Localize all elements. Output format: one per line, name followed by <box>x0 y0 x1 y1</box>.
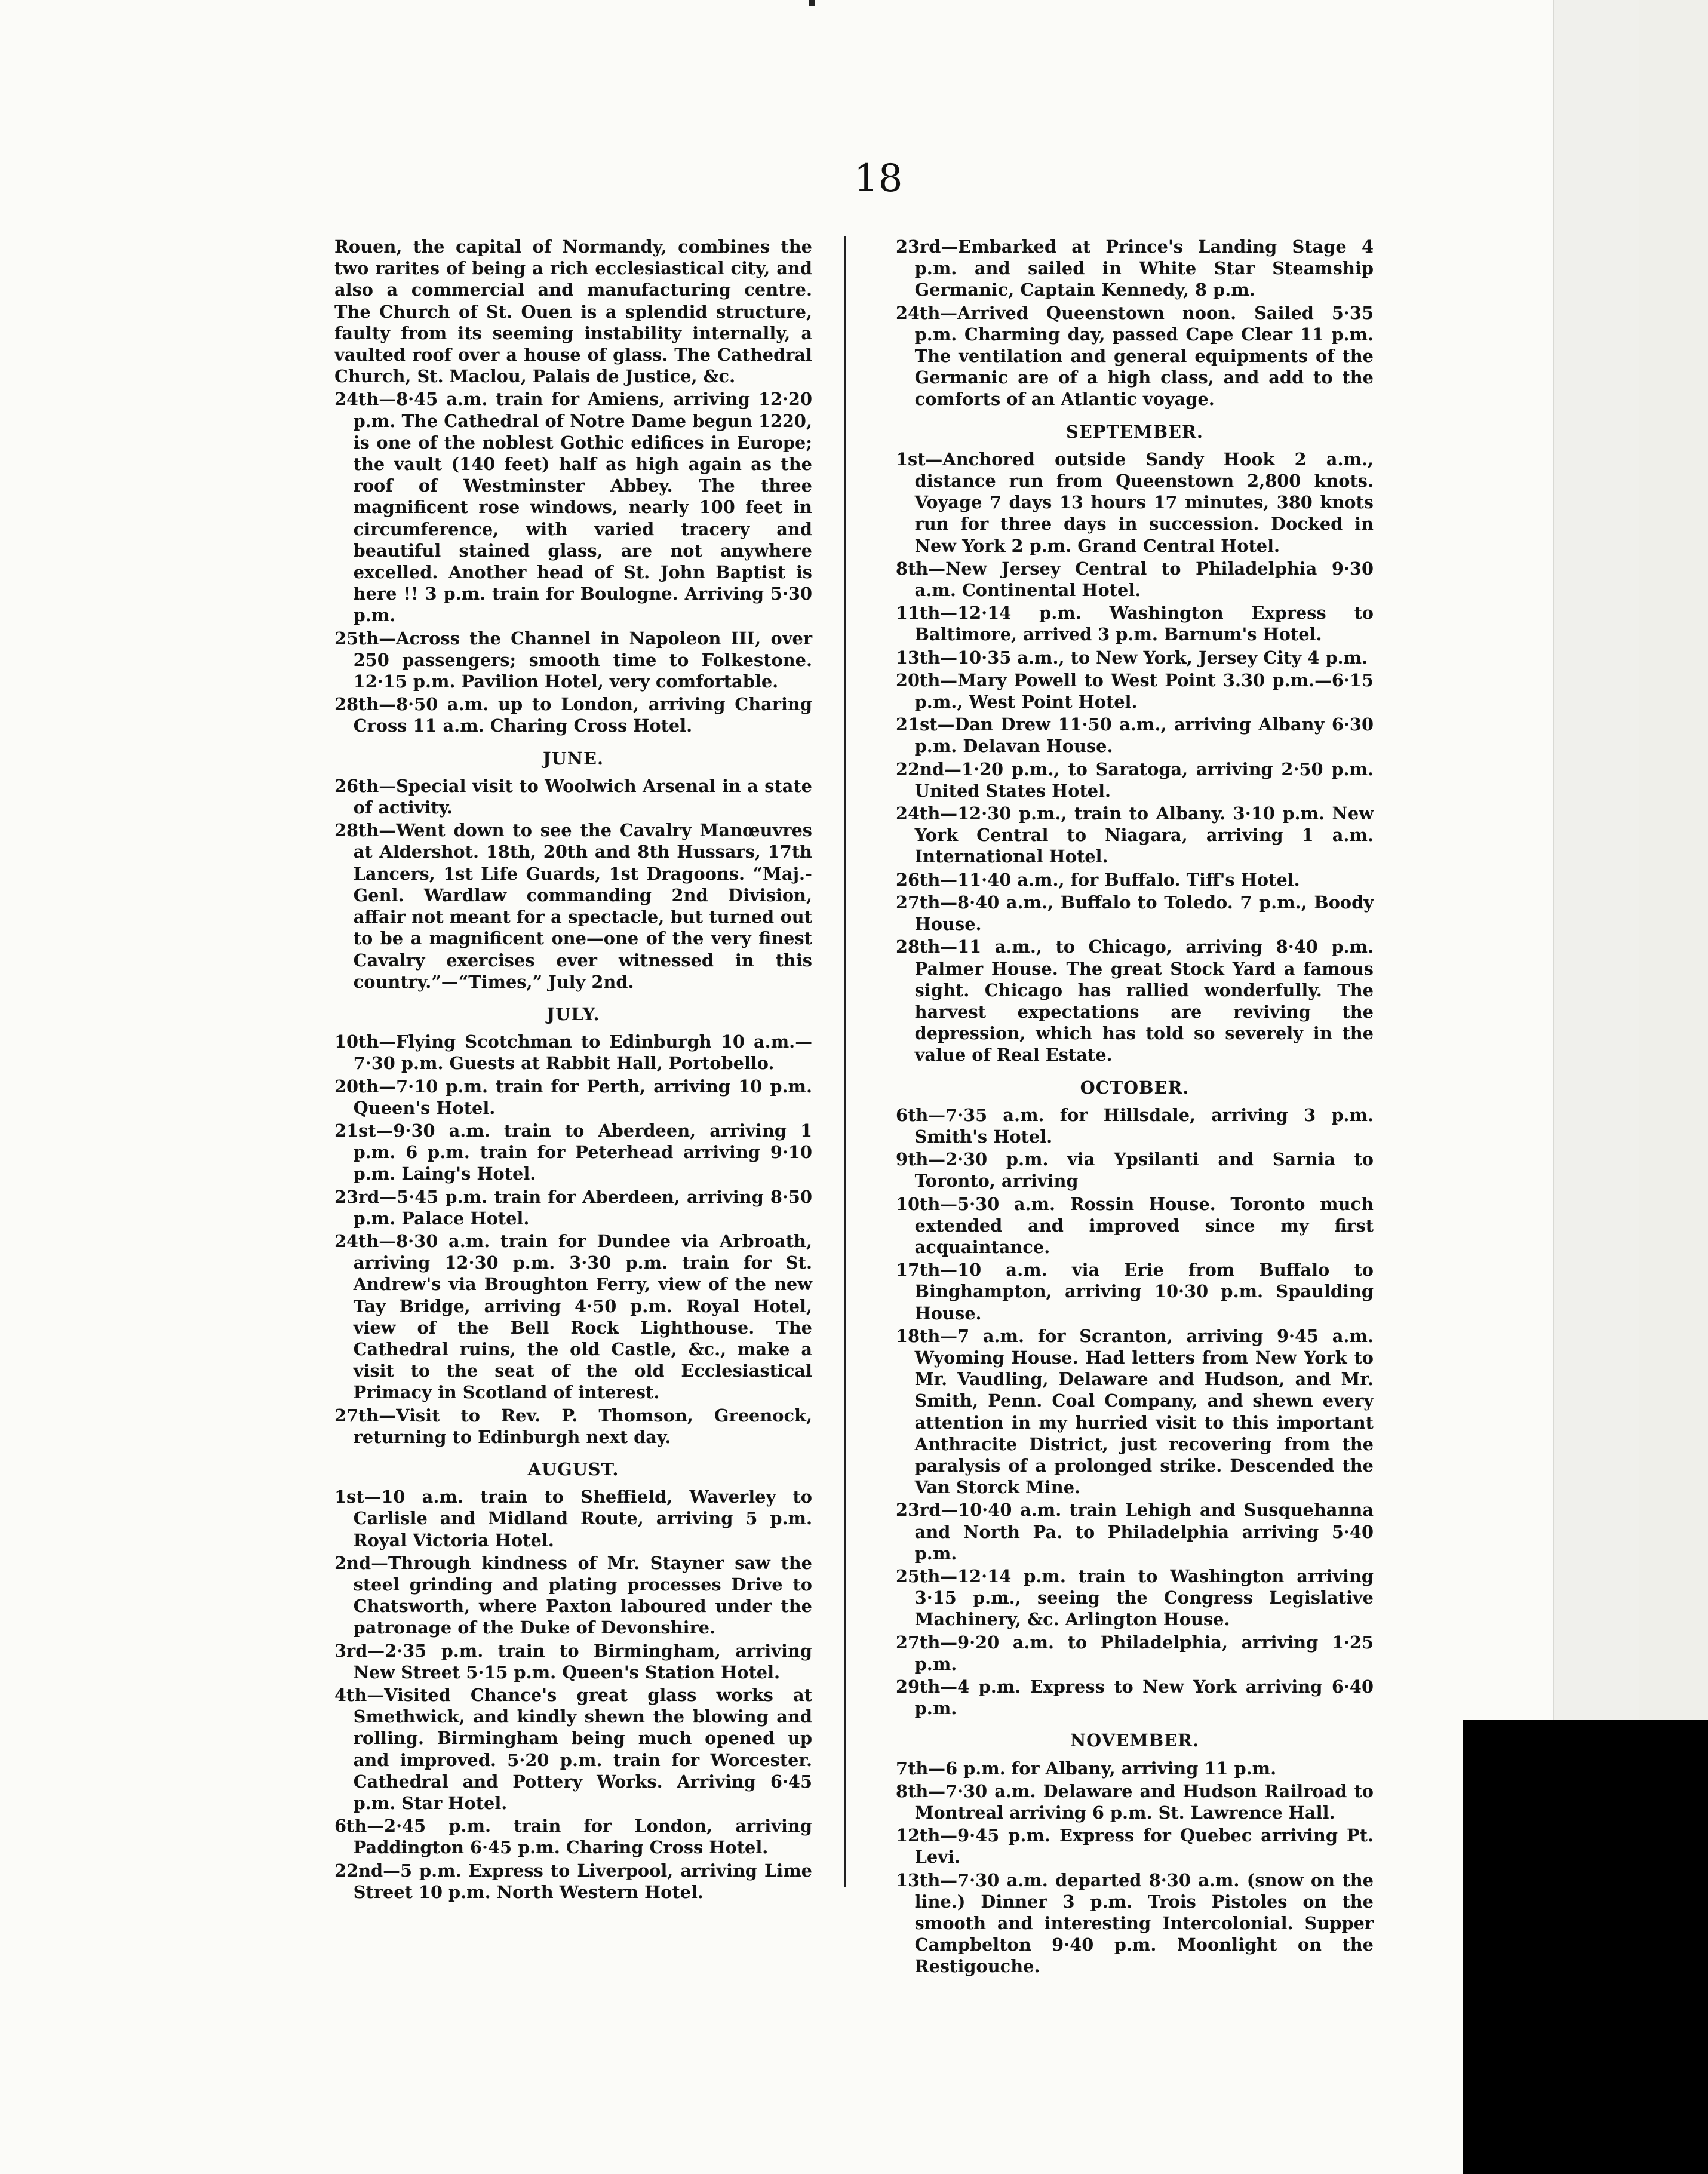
diary-entry: 24th—8·30 a.m. train for Dundee via Arbroath, arriving 12·30 p.m. 3·30 p.m. train for St. Andrew's via Broughton Ferry, view of the new Tay Bridge, arriving 4·50 p.m. Royal Hotel, view of the Bell Rock Lighthouse. The Cathedral ruins, the old Castle, &c., make a visit to the seat of the old Ecclesiastical Primacy in Scotland of interest. <box>334 1230 812 1403</box>
diary-entry: 21st—Dan Drew 11·50 a.m., arriving Albany 6·30 p.m. Delavan House. <box>896 714 1374 757</box>
diary-entry: 6th—2·45 p.m. train for London, arriving Paddington 6·45 p.m. Charing Cross Hotel. <box>334 1816 812 1858</box>
diary-entry: 8th—New Jersey Central to Philadelphia 9·30 a.m. Continental Hotel. <box>896 558 1374 601</box>
diary-entry: 27th—9·20 a.m. to Philadelphia, arriving 1·25 p.m. <box>896 1632 1374 1674</box>
diary-entry: 11th—12·14 p.m. Washington Express to Baltimore, arrived 3 p.m. Barnum's Hotel. <box>896 603 1374 645</box>
left-column <box>334 236 812 1904</box>
diary-entry: 2nd—Through kindness of Mr. Stayner saw the steel grinding and plating processes Drive to Chatsworth, where Paxton laboured under the patronage of the Duke of Devonshire. <box>334 1552 812 1638</box>
diary-entry: 1st—Anchored outside Sandy Hook 2 a.m., distance run from Queenstown 2,800 knots. Voyage 7 days 13 hours 17 minutes, 380 knots run for three days in succession. Docked in New York 2 p.m. Grand Central Hotel. <box>896 449 1374 556</box>
diary-entry: 21st—9·30 a.m. train to Aberdeen, arriving 1 p.m. 6 p.m. train for Peterhead arriving 9·10 p.m. Laing's Hotel. <box>334 1120 812 1184</box>
diary-entry: 9th—2·30 p.m. via Ypsilanti and Sarnia to Toronto, arriving <box>896 1149 1374 1192</box>
diary-entry: 24th—Arrived Queenstown noon. Sailed 5·35 p.m. Charming day, passed Cape Clear 11 p.m. The ventilation and general equipments of the Germanic are of a high class, and add to the comforts of an Atlantic voyage. <box>896 302 1374 410</box>
diary-entry: 28th—Went down to see the Cavalry Manœuvres at Aldershot. 18th, 20th and 8th Hussars, 17th Lancers, 1st Life Guards, 1st Dragoons. “Maj.-Genl. Wardlaw commanding 2nd Division, affair not meant for a spectacle, but turned out to be a magnificent one—one of the very finest Cavalry exercises ever witnessed in this country.”—“Times,” July 2nd. <box>334 820 812 992</box>
diary-entry: 12th—9·45 p.m. Express for Quebec arriving Pt. Levi. <box>896 1825 1374 1868</box>
diary-entry: 22nd—5 p.m. Express to Liverpool, arriving Lime Street 10 p.m. North Western Hotel. <box>334 1860 812 1902</box>
diary-entry: 10th—5·30 a.m. Rossin House. Toronto much extended and improved since my first acquaintance. <box>896 1193 1374 1257</box>
diary-entry: 6th—7·35 a.m. for Hillsdale, arriving 3 p.m. Smith's Hotel. <box>896 1104 1374 1147</box>
column-divider <box>844 236 846 1887</box>
diary-entry: 25th—Across the Channel in Napoleon III, over 250 passengers; smooth time to Folkestone. 12·15 p.m. Pavilion Hotel, very comfortable. <box>334 628 812 692</box>
diary-entry: 25th—12·14 p.m. train to Washington arriving 3·15 p.m., seeing the Congress Legislative Machinery, &c. Arlington House. <box>896 1565 1374 1630</box>
diary-entry: 4th—Visited Chance's great glass works at Smethwick, and kindly shewn the blowing and rolling. Birmingham being much opened up and improved. 5·20 p.m. train for Worcester. Cathedral and Pottery Works. Arriving 6·45 p.m. Star Hotel. <box>334 1685 812 1814</box>
right-column <box>896 236 1374 1979</box>
section-heading: OCTOBER. <box>1080 1077 1190 1098</box>
diary-entry: 17th—10 a.m. via Erie from Buffalo to Binghampton, arriving 10·30 p.m. Spaulding House. <box>896 1260 1374 1324</box>
section-heading: NOVEMBER. <box>1070 1730 1200 1751</box>
diary-entry: 23rd—10·40 a.m. train Lehigh and Susquehanna and North Pa. to Philadelphia arriving 5·40 p.m. <box>896 1500 1374 1564</box>
diary-entry: 27th—Visit to Rev. P. Thomson, Greenock, returning to Edinburgh next day. <box>334 1405 812 1447</box>
page-number: 18 <box>854 156 903 201</box>
diary-entry: 8th—7·30 a.m. Delaware and Hudson Railroad to Montreal arriving 6 p.m. St. Lawrence Hall. <box>896 1780 1374 1823</box>
diary-entry: 28th—8·50 a.m. up to London, arriving Charing Cross 11 a.m. Charing Cross Hotel. <box>334 694 812 736</box>
diary-entry: 13th—10·35 a.m., to New York, Jersey City 4 p.m. <box>896 647 1368 668</box>
diary-entry: 10th—Flying Scotchman to Edinburgh 10 a.m.—7·30 p.m. Guests at Rabbit Hall, Portobello. <box>334 1031 812 1074</box>
diary-entry: Rouen, the capital of Normandy, combines the two rarites of being a rich ecclesiastical city, and also a commercial and manufacturing centre. The Church of St. Ouen is a splendid structure, faulty from its seeming instability internally, a vaulted roof over a house of glass. The Cathedral Church, St. Maclou, Palais de Justice, &c. <box>334 237 812 387</box>
scan-mark <box>809 0 815 6</box>
diary-entry: 20th—7·10 p.m. train for Perth, arriving 10 p.m. Queen's Hotel. <box>334 1076 812 1118</box>
diary-entry: 18th—7 a.m. for Scranton, arriving 9·45 a.m. Wyoming House. Had letters from New York to Mr. Vaudling, Delaware and Hudson, and Mr. Smith, Penn. Coal Company, and shewn every attention in my hurried visit to this important Anthracite District, just recovering from the paralysis of a prolonged strike. Descended the Van Storck Mine. <box>896 1325 1374 1498</box>
diary-entry: 1st—10 a.m. train to Sheffield, Waverley to Carlisle and Midland Route, arriving 5 p.m. Royal Victoria Hotel. <box>334 1487 812 1550</box>
diary-entry: 26th—11·40 a.m., for Buffalo. Tiff's Hotel. <box>896 869 1300 890</box>
diary-entry: 29th—4 p.m. Express to New York arriving 6·40 p.m. <box>896 1676 1374 1719</box>
diary-entry: 3rd—2·35 p.m. train to Birmingham, arriving New Street 5·15 p.m. Queen's Station Hotel. <box>334 1640 812 1682</box>
diary-entry: 28th—11 a.m., to Chicago, arriving 8·40 p.m. Palmer House. The great Stock Yard a famous sight. Chicago has rallied wonderfully. The harvest expectations are reviving the depression, which has told so severely in the value of Real Estate. <box>896 936 1374 1065</box>
section-heading: AUGUST. <box>527 1458 619 1479</box>
diary-entry: 13th—7·30 a.m. departed 8·30 a.m. (snow on the line.) Dinner 3 p.m. Trois Pistoles on the smooth and interesting Intercolonial. Supper Campbelton 9·40 p.m. Moonlight on the Restigouche. <box>896 1869 1374 1977</box>
diary-entry: 20th—Mary Powell to West Point 3.30 p.m.—6·15 p.m., West Point Hotel. <box>896 670 1374 713</box>
diary-entry: 27th—8·40 a.m., Buffalo to Toledo. 7 p.m., Boody House. <box>896 892 1374 935</box>
scan-background <box>1463 1720 1708 2174</box>
diary-entry: 24th—12·30 p.m., train to Albany. 3·10 p.m. New York Central to Niagara, arriving 1 a.m. International Hotel. <box>896 803 1374 867</box>
diary-entry: 23rd—5·45 p.m. train for Aberdeen, arriving 8·50 p.m. Palace Hotel. <box>334 1186 812 1229</box>
diary-entry: 24th—8·45 a.m. train for Amiens, arriving 12·20 p.m. The Cathedral of Notre Dame begun 1220, is one of the noblest Gothic edifices in Europe; the vault (140 feet) half as high again as the roof of Westminster Abbey. The three magnificent rose windows, nearly 100 feet in circumference, with varied tracery and beautiful stained glass, are not anywhere excelled. Another head of St. John Baptist is here !! 3 p.m. train for Boulogne. Arriving 5·30 p.m. <box>334 389 812 626</box>
section-heading: JULY. <box>546 1003 600 1024</box>
diary-entry: 7th—6 p.m. for Albany, arriving 11 p.m. <box>896 1758 1277 1779</box>
section-heading: JUNE. <box>542 748 604 769</box>
diary-entry: 23rd—Embarked at Prince's Landing Stage 4 p.m. and sailed in White Star Steamship Germanic, Captain Kennedy, 8 p.m. <box>896 237 1374 300</box>
diary-entry: 22nd—1·20 p.m., to Saratoga, arriving 2·50 p.m. United States Hotel. <box>896 759 1374 801</box>
section-heading: SEPTEMBER. <box>1066 421 1203 442</box>
diary-entry: 26th—Special visit to Woolwich Arsenal in a state of activity. <box>334 775 812 818</box>
